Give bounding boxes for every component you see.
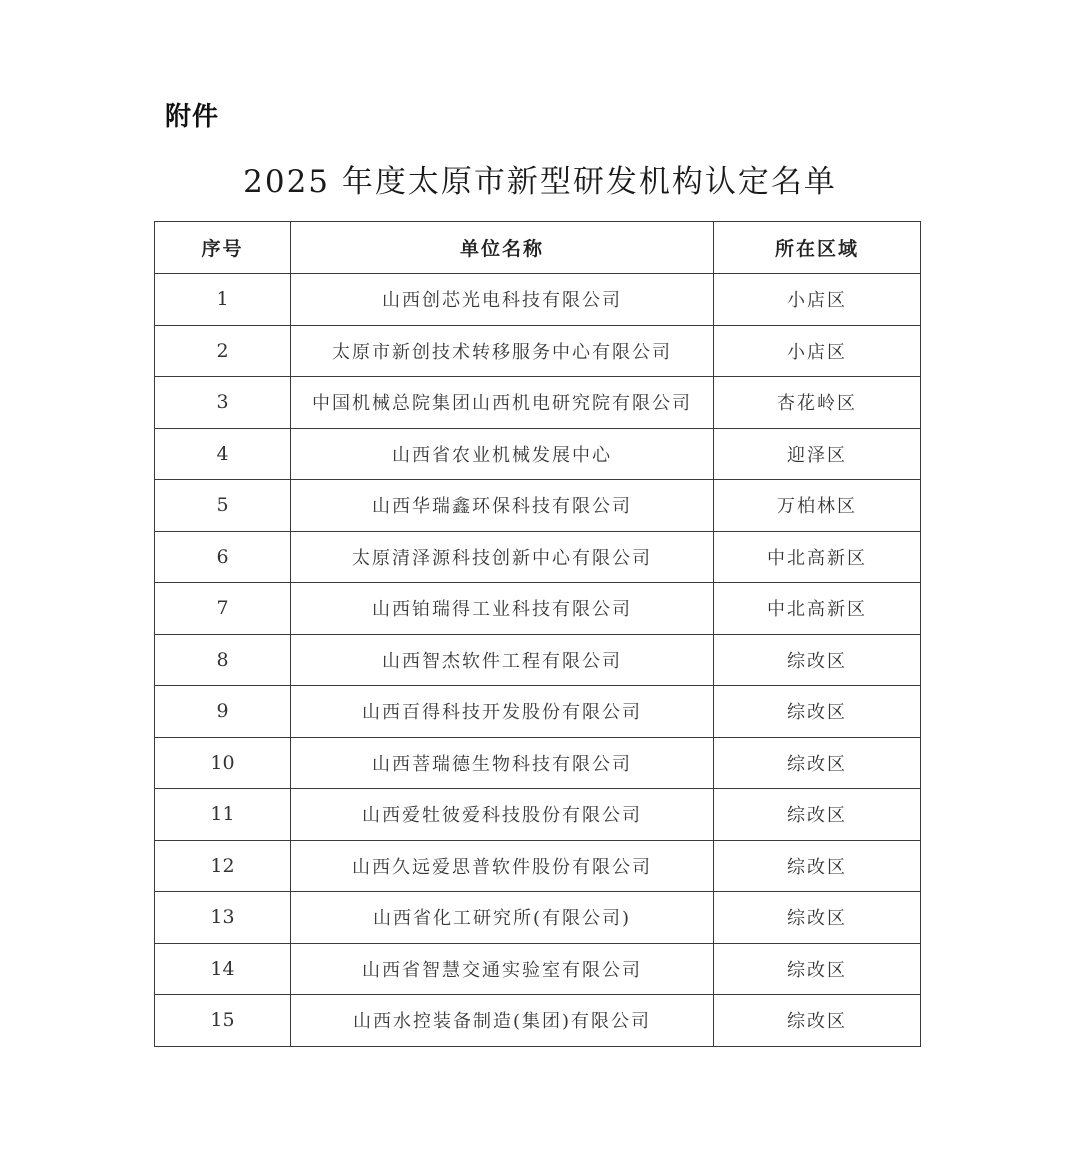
table-body — [155, 274, 921, 1047]
row-serial-number: 5 — [155, 480, 291, 532]
row-unit-name: 山西菩瑞德生物科技有限公司 — [291, 737, 714, 789]
table-row — [155, 943, 921, 995]
row-unit-name: 山西爱牡彼爱科技股份有限公司 — [291, 789, 714, 841]
row-district: 迎泽区 — [714, 428, 921, 480]
row-unit-name: 山西智杰软件工程有限公司 — [291, 634, 714, 686]
row-unit-name: 山西华瑞鑫环保科技有限公司 — [291, 480, 714, 532]
row-unit-name: 太原市新创技术转移服务中心有限公司 — [291, 325, 714, 377]
row-unit-name: 中国机械总院集团山西机电研究院有限公司 — [291, 377, 714, 429]
row-district: 小店区 — [714, 274, 921, 326]
row-district: 综改区 — [714, 789, 921, 841]
row-unit-name: 山西铂瑞得工业科技有限公司 — [291, 583, 714, 635]
row-district: 综改区 — [714, 892, 921, 944]
table-row — [155, 480, 921, 532]
row-district: 杏花岭区 — [714, 377, 921, 429]
row-serial-number: 7 — [155, 583, 291, 635]
row-serial-number: 1 — [155, 274, 291, 326]
row-unit-name: 山西水控装备制造(集团)有限公司 — [291, 995, 714, 1047]
row-serial-number: 2 — [155, 325, 291, 377]
table-row — [155, 995, 921, 1047]
table-row — [155, 274, 921, 326]
table-row — [155, 325, 921, 377]
row-unit-name: 山西省农业机械发展中心 — [291, 428, 714, 480]
table-row — [155, 531, 921, 583]
row-unit-name: 山西省化工研究所(有限公司) — [291, 892, 714, 944]
table-row — [155, 840, 921, 892]
document-title: 2025 年度太原市新型研发机构认定名单 — [243, 164, 837, 200]
row-serial-number: 12 — [155, 840, 291, 892]
row-district: 综改区 — [714, 737, 921, 789]
table-row — [155, 583, 921, 635]
row-district: 综改区 — [714, 634, 921, 686]
row-unit-name: 山西创芯光电科技有限公司 — [291, 274, 714, 326]
header-district: 所在区域 — [714, 222, 921, 274]
attachment-label: 附件 — [165, 102, 220, 132]
table-row — [155, 377, 921, 429]
row-serial-number: 10 — [155, 737, 291, 789]
row-district: 综改区 — [714, 943, 921, 995]
row-unit-name: 山西百得科技开发股份有限公司 — [291, 686, 714, 738]
table-row — [155, 634, 921, 686]
row-district: 综改区 — [714, 840, 921, 892]
header-row — [155, 222, 921, 274]
row-serial-number: 14 — [155, 943, 291, 995]
row-district: 综改区 — [714, 995, 921, 1047]
institution-table — [154, 221, 921, 1047]
header-unit-name: 单位名称 — [291, 222, 714, 274]
table-row — [155, 789, 921, 841]
row-unit-name: 山西省智慧交通实验室有限公司 — [291, 943, 714, 995]
row-serial-number: 13 — [155, 892, 291, 944]
row-district: 综改区 — [714, 686, 921, 738]
table-row — [155, 737, 921, 789]
row-unit-name: 太原清泽源科技创新中心有限公司 — [291, 531, 714, 583]
row-serial-number: 4 — [155, 428, 291, 480]
row-district: 小店区 — [714, 325, 921, 377]
header-serial-number: 序号 — [155, 222, 291, 274]
row-serial-number: 11 — [155, 789, 291, 841]
row-serial-number: 15 — [155, 995, 291, 1047]
table-row — [155, 428, 921, 480]
row-unit-name: 山西久远爱思普软件股份有限公司 — [291, 840, 714, 892]
row-serial-number: 6 — [155, 531, 291, 583]
row-serial-number: 8 — [155, 634, 291, 686]
table-row — [155, 686, 921, 738]
row-district: 中北高新区 — [714, 531, 921, 583]
table-row — [155, 892, 921, 944]
row-district: 万柏林区 — [714, 480, 921, 532]
table-header — [155, 222, 921, 274]
row-serial-number: 3 — [155, 377, 291, 429]
row-serial-number: 9 — [155, 686, 291, 738]
row-district: 中北高新区 — [714, 583, 921, 635]
